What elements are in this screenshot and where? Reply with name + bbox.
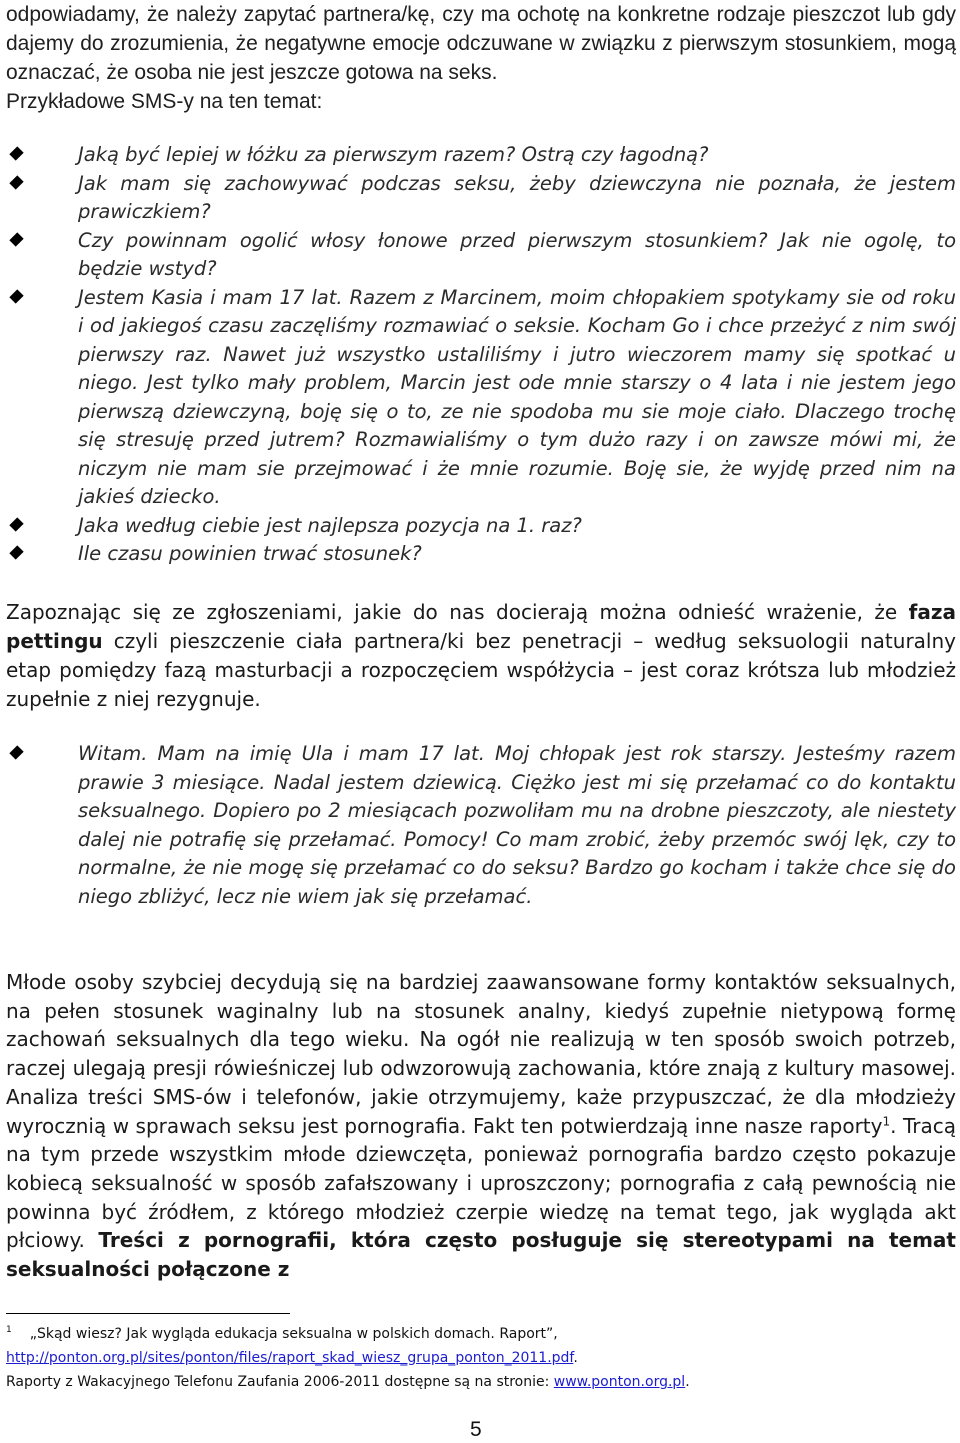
sms-examples-list-2 xyxy=(8,740,956,911)
emphasis-text: Treści z pornografii, która często posługuje się stereotypami na temat seksualności połączone z xyxy=(6,1228,956,1282)
footnote xyxy=(6,1322,956,1394)
footnote-line-3: Raporty z Wakacyjnego Telefonu Zaufania 2006-2011 dostępne są na stronie: www.ponton.org.pl. xyxy=(6,1374,690,1390)
footnote-line-2: http://ponton.org.pl/sites/ponton/files/raport_skad_wiesz_grupa_ponton_2011.pdf. xyxy=(6,1350,578,1366)
petting-term: faza pettingu xyxy=(6,600,956,653)
footnote-separator xyxy=(6,1313,290,1314)
list-item: Ile czasu powinien trwać stosunek? xyxy=(78,542,422,565)
list-item: Jak mam się zachowywać podczas seksu, żeby dziewczyna nie poznała, że jestem prawiczkiem? xyxy=(78,171,956,223)
footnote-reference[interactable]: 1 xyxy=(882,1113,891,1128)
footnote-number: 1 xyxy=(6,1325,12,1336)
list-item: Jaka według ciebie jest najlepsza pozycja na 1. raz? xyxy=(78,513,582,537)
sms-examples-list-1 xyxy=(8,141,956,569)
page-number: 5 xyxy=(470,1418,482,1441)
list-item: Jestem Kasia i mam 17 lat. Razem z Marcinem, moim chłopakiem spotykamy sie od roku i od jakiegoś czasu zaczęliśmy rozmawiać o seksie. Kocham Go i chce przeżyć z nim swój pierwszy raz. Nawet już wszystko ustaliliśmy i jutro wieczorem mamy się spotkać u niego. Jest tylko mały problem, Marcin jest ode mnie starszy o 4 lata i nie jestem jego pierwszą dziewczyną, boję się o to, ze nie spodoba mu sie moje ciało. Dlaczego trochę się stresuję przed jutrem? Rozmawialiśmy o tym dużo razy i on zawsze mówi mi, że niczym nie mam sie przejmować i że mnie rozumie. Boję sie, że wyjdę przed nim na jakieś dziecko. xyxy=(78,285,956,508)
ponton-website-link[interactable]: www.ponton.org.pl xyxy=(553,1374,686,1390)
petting-paragraph: Zapoznając się ze zgłoszeniami, jakie do nas docierają można odnieść wrażenie, że faza pettingu czyli pieszczenie ciała partnera/ki bez penetracji – według seksuologii naturalny etap pomiędzy fazą masturbacji a rozpoczęciem współżycia – jest coraz krótsza lub młodzież zupełnie z niej rezygnuje. xyxy=(6,600,956,711)
list-item: Witam. Mam na imię Ula i mam 17 lat. Moj chłopak jest rok starszy. Jesteśmy razem prawie 3 miesiące. Nadal jestem dziewicą. Ciężko jest mi się przełamać co do kontaktu seksualnego. Dopiero po 2 miesiącach pozwoliłam mu na drobne pieszczoty, ale niestety dalej nie potrafię się przełamać. Pomocy! Co mam zrobić, żeby przemóc swój lęk, czy to normalne, że nie mogę się przełamać co do seksu? Bardzo go kocham i także chce się do niego zbliżyć, lecz nie wiem jak się przełamać. xyxy=(78,742,956,908)
list-item: Jaką być lepiej w łóżku za pierwszym razem? Ostrą czy łagodną? xyxy=(78,143,709,166)
footnote-line-1: $^1$ „Skąd wiesz? Jak wygląda edukacja seksualna w polskich domach. Raport”, xyxy=(6,1325,558,1342)
intro-lead-in: Przykładowe SMS-y na ten temat: xyxy=(6,90,323,113)
intro-paragraph xyxy=(6,0,956,116)
intro-text: odpowiadamy, że należy zapytać partnera/kę, czy ma ochotę na konkretne rodzaje pieszczot lub gdy dajemy do zrozumienia, że negatywne emocje odczuwane w związku z pierwszym stosunkiem, mogą oznaczać, że osoba nie jest jeszcze gotowa na seks. xyxy=(6,3,956,84)
list-item: Czy powinnam ogolić włosy łonowe przed pierwszym stosunkiem? Jak nie ogolę, to będzie wstyd? xyxy=(78,228,956,280)
pornography-paragraph: Młode osoby szybciej decydują się na bardziej zaawansowane formy kontaktów seksualnych, na pełen stosunek waginalny lub na stosunek analny, kiedyś zupełnie nietypową formę zachowań seksualnych dla tego wieku. Na ogół nie realizują w ten sposób swoich potrzeb, raczej ulegają presji rówieśniczej lub odwzorowują zachowania, które znają z kultury masowej. Analiza treści SMS-ów i telefonów, jakie otrzymujemy, każe przypuszczać, że dla młodzieży wyrocznią w sprawach seksu jest pornografia. Fakt ten potwierdzają inne nasze raporty$^1$. Tracą na tym przede wszystkim młode dziewczęta, ponieważ pornografia bardzo często pokazuje kobiecą seksualność w sposób zafałszowany i uproszczony; pornografia z całą pewnością nie powinna być źródłem, z którego młodzież czerpie wiedzę na temat tego, jak wygląda akt płciowy. Treści z pornografii, która często posługuje się stereotypami na temat seksualności połączone z xyxy=(6,970,956,1282)
report-link[interactable]: http://ponton.org.pl/sites/ponton/files/raport_skad_wiesz_grupa_ponton_2011.pdf xyxy=(6,1350,574,1366)
